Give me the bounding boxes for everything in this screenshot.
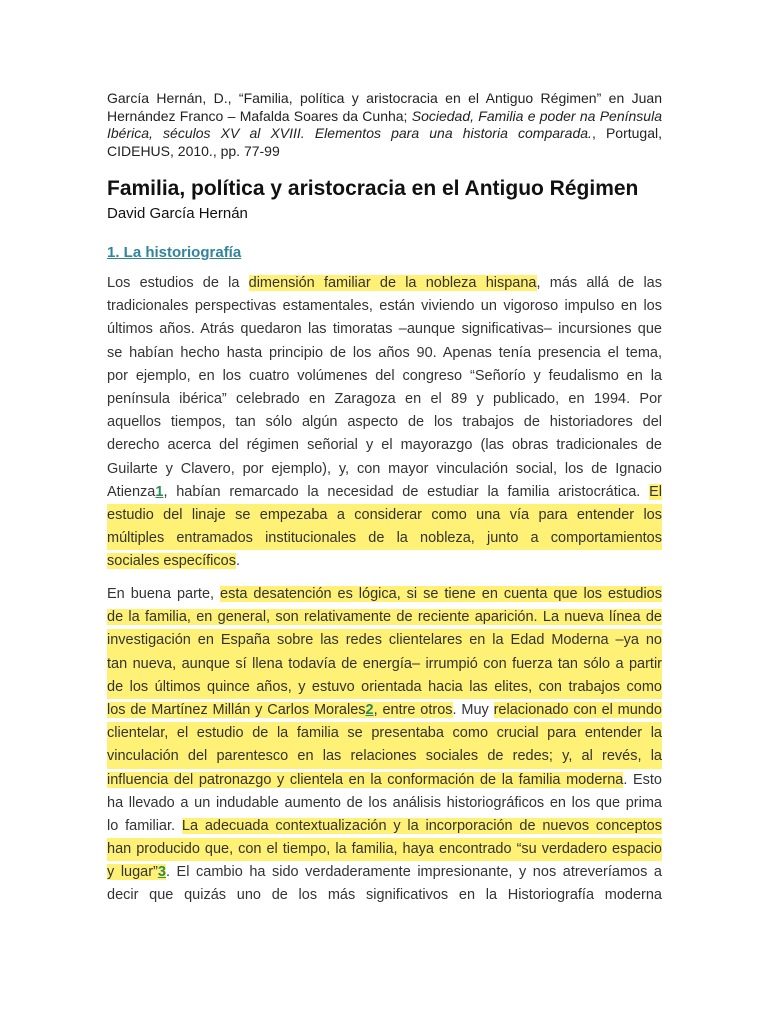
- highlight: , entre otros: [373, 701, 453, 718]
- highlight: dimensión familiar de la nobleza hispana: [248, 275, 537, 291]
- highlight: de la familia, en general, son relativamente de reciente aparición.: [107, 609, 538, 626]
- text-line: influencia del patronazgo y clientela en la conformación de la familia moderna. Esto: [107, 771, 662, 788]
- highlight: sociales específicos: [107, 553, 236, 570]
- text-line: los de Martínez Millán y Carlos Morales2, entre otros. Muy relacionado con el mundo: [107, 701, 662, 718]
- text-line: Guilarte y Clavero, por ejemplo), y, con mayor vinculación social, los de Ignacio: [107, 460, 662, 477]
- text-line: decir que quizás uno de los más significativos en la Historiografía moderna: [107, 887, 662, 904]
- text-line: península ibérica” celebrado en Zaragoza en el 89 y publicado, en 1994. Por: [107, 390, 662, 407]
- text-line: [107, 606, 662, 629]
- text-line: derecho acerca del régimen señorial y el mayorazgo (las obras tradicionales de: [107, 437, 662, 454]
- paragraph-1: [107, 272, 662, 573]
- highlighted-line: tan nueva, aunque sí llena todavía de energía– irrumpió con fuerza tan sólo a partir: [107, 653, 662, 676]
- citation-text: García Hernán, D., “Familia, política y aristocracia en el Antiguo Régimen” en Juan Hernández Franco – Mafalda Soares da Cunha;: [107, 90, 662, 124]
- text-line: sociales específicos.: [107, 553, 240, 570]
- highlighted-line: clientelar, el estudio de la familia se presentaba como crucial para entender la: [107, 722, 662, 745]
- highlighted-line: vinculación del parentesco en las relaciones sociales de redes; y, al revés, la: [107, 745, 662, 768]
- text-line: se habían hecho hasta principio de los años 90. Apenas tenía presencia el tema,: [107, 344, 662, 361]
- highlighted-line: investigación en España sobre las redes clientelares en la Edad Moderna –ya no: [107, 629, 662, 652]
- highlight: El: [649, 483, 662, 500]
- footnote-link-3[interactable]: 3: [157, 864, 166, 881]
- document-author: David García Hernán: [107, 205, 248, 222]
- text-line: últimos años. Atrás quedaron las timoratas –aunque significativas– incursiones que: [107, 321, 662, 338]
- citation-book-title: Sociedad, Familia e poder na Península Ibérica, séculos XV al XVIII. Elementos para una historia comparada.: [107, 107, 662, 141]
- highlight: La adecuada contextualización y la incorporación de nuevos conceptos: [181, 817, 662, 834]
- highlight: La nueva línea de: [537, 609, 662, 626]
- highlighted-line: de los últimos quince años, y estuvo orientada hacia las elites, con trabajos como: [107, 676, 662, 699]
- text-line: tradicionales perspectivas estamentales, están viviendo un vigoroso impulso en los: [107, 298, 662, 315]
- highlight: los de Martínez Millán y Carlos Morales: [107, 701, 366, 718]
- text-line: ha llevado a un indudable aumento de los análisis historiográficos en los que prima: [107, 794, 662, 811]
- text-line: y lugar”3. El cambio ha sido verdaderamente impresionante, y nos atreveríamos a: [107, 864, 662, 881]
- paragraph-2: [107, 583, 662, 908]
- document-title: Familia, política y aristocracia en el Antiguo Régimen: [107, 177, 639, 200]
- highlight: relacionado con el mundo: [493, 701, 662, 718]
- highlight: y lugar”: [107, 864, 158, 881]
- text-line: En buena parte, esta desatención es lógica, si se tiene en cuenta que los estudios: [107, 586, 662, 602]
- highlight: influencia del patronazgo y clientela en la conformación de la familia moderna: [107, 771, 624, 788]
- footnote-link-1[interactable]: 1: [155, 483, 164, 500]
- text-line: por ejemplo, en los cuatro volúmenes del congreso “Señorío y feudalismo en la: [107, 367, 662, 384]
- text-line: Los estudios de la dimensión familiar de la nobleza hispana, más allá de las: [107, 275, 662, 291]
- citation-publisher: , Portugal, CIDEHUS, 2010., pp. 77-99: [107, 125, 662, 159]
- bibliographic-citation: [107, 90, 662, 160]
- highlighted-line: han producido que, con el tiempo, la familia, haya encontrado “su verdadero espacio: [107, 838, 662, 861]
- section-heading[interactable]: 1. La historiografía: [107, 244, 242, 261]
- text-line: lo familiar. La adecuada contextualización y la incorporación de nuevos conceptos: [107, 817, 662, 834]
- highlighted-line: estudio del linaje se empezaba a considerar como una vía para entender los: [107, 504, 662, 527]
- footnote-link-2[interactable]: 2: [365, 701, 374, 718]
- text-line: aquellos tiempos, tan sólo algún aspecto de los trabajos de historiadores del: [107, 414, 662, 431]
- text-line: Atienza1, habían remarcado la necesidad de estudiar la familia aristocrática. El: [107, 483, 662, 500]
- highlight: esta desatención es lógica, si se tiene en cuenta que los estudios: [220, 586, 662, 602]
- highlighted-line: múltiples entramados institucionales de la nobleza, junto a comportamientos: [107, 527, 662, 550]
